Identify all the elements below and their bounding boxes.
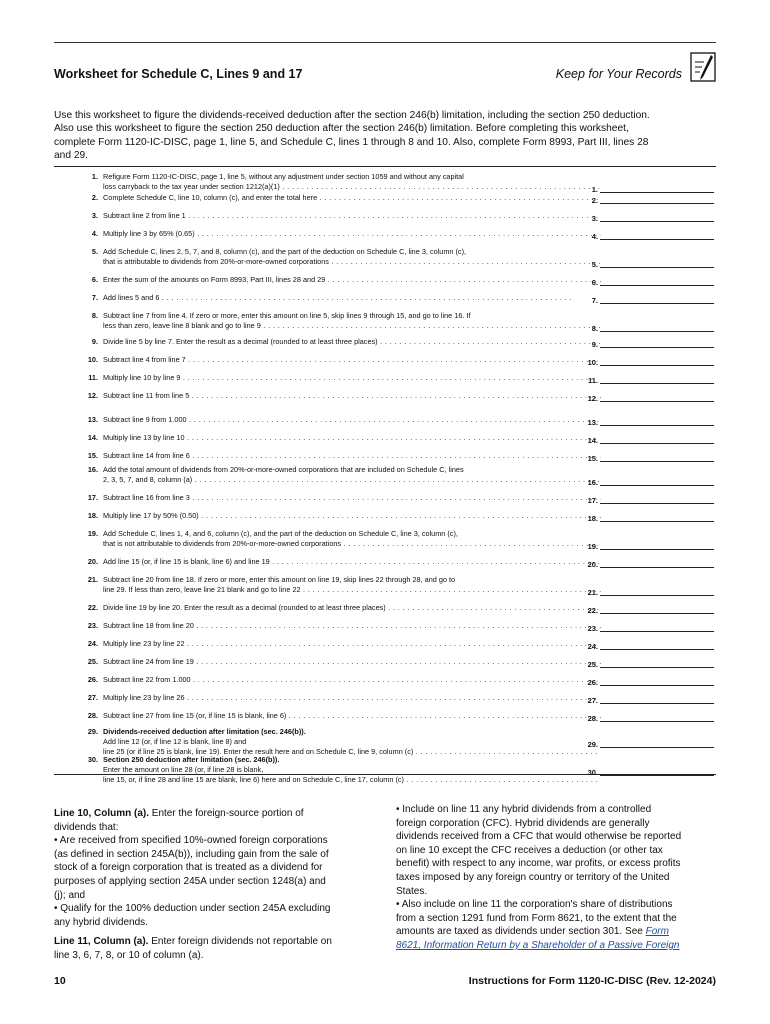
line-text: Add Schedule C, lines 1, 4, and 6, column (c), and the part of the deduction on Schedule C, line 3, column (c), [103, 529, 458, 538]
answer-label: 8. [591, 324, 598, 333]
line-text: Subtract line 7 from line 4. If zero or more, enter this amount on line 5, skip lines 9 through 15, and go to line 16. If [103, 311, 471, 320]
line-text: line 15, or, if line 28 and line 15 are blank, line 6) here and on Schedule C, line 17, column (c) . . . [103, 775, 601, 785]
line-number: 1. [91, 172, 98, 181]
answer-field[interactable] [600, 767, 714, 776]
answer-field[interactable] [600, 417, 714, 426]
answer-label: 30. [587, 768, 598, 777]
left-bullet-line: • Are received from specified 10%-owned foreign corporations [54, 835, 328, 847]
line-number: 14. [87, 433, 98, 442]
answer-field[interactable] [600, 295, 714, 304]
answer-label: 27. [587, 696, 598, 705]
line-number: 29. [87, 727, 98, 736]
line-description [103, 557, 601, 567]
line-text: loss carryback to the tax year under section 1212(a)(1) . . . [103, 182, 601, 192]
intro-line: complete Form 1120-IC-DISC, page 1, line 5, and Schedule C, lines 1 through 8 and 10. Also, complete Form 8993, Part III, lines 28 [54, 136, 649, 148]
answer-label: 17. [587, 496, 598, 505]
answer-label: 24. [587, 642, 598, 651]
right-bullet-line: dividends received from a CFC that would otherwise be reported [396, 831, 682, 843]
answer-field[interactable] [600, 277, 714, 286]
left-bullet-line: any hybrid dividends. [54, 916, 148, 928]
right-bullet-line: on line 10 except the CFC receives a deduction (or other tax [396, 844, 663, 856]
line10-heading-line2: dividends that: [54, 821, 119, 833]
line11-heading-rest: Enter foreign dividends not reportable on [148, 936, 332, 948]
line-text-rest: Enter the amount on line 28 (or, if line 28 is blank, [103, 765, 264, 774]
line-text: Divide line 5 by line 7. Enter the result as a decimal (rounded to at least three places) . . . [103, 337, 601, 347]
line-number: 2. [91, 193, 98, 202]
line-description [103, 493, 601, 503]
answer-field[interactable] [600, 495, 714, 504]
line-number: 20. [87, 557, 98, 566]
line-text: Add Schedule C, lines 2, 5, 7, and 8, column (c), and the part of the deduction on Schedule C, line 3, column (c), [103, 247, 467, 256]
answer-field[interactable] [600, 513, 714, 522]
intro-line: and 29. [54, 150, 88, 162]
answer-field[interactable] [600, 323, 714, 332]
line-number: 7. [91, 293, 98, 302]
line-number: 30. [87, 755, 98, 764]
line-text [103, 755, 601, 775]
line-text: that is not attributable to dividends from 20%-or-more-owned corporations . . . [103, 539, 601, 549]
line-text: Subtract line 14 from line 6 . . . [103, 451, 601, 461]
line-number: 19. [87, 529, 98, 538]
answer-label: 11. [587, 376, 598, 385]
answer-field[interactable] [600, 435, 714, 444]
line-text: 2, 3, 5, 7, and 8, column (a) . . . [103, 475, 601, 485]
line-text: Subtract line 4 from line 7 . . . [103, 355, 601, 365]
right-bullet-line: benefit) with respect to any income, war profits, or excess profits [396, 858, 681, 870]
line-number: 15. [87, 451, 98, 460]
answer-label: 18. [587, 514, 598, 523]
line-description [103, 755, 601, 785]
line-description [103, 603, 601, 613]
left-bullet-line: stock of a foreign corporation that is treated as a dividend for [54, 862, 323, 874]
right-bullet-line: • Include on line 11 any hybrid dividends from a controlled [396, 804, 652, 815]
answer-label: 12. [587, 394, 598, 403]
answer-label: 20. [587, 560, 598, 569]
intro-paragraph [54, 109, 718, 163]
answer-field[interactable] [600, 375, 714, 384]
line-number: 17. [87, 493, 98, 502]
answer-field[interactable] [600, 677, 714, 686]
line-text: Enter the sum of the amounts on Form 8993, Part III, lines 28 and 29 . . . [103, 275, 601, 285]
line-text: Subtract line 24 from line 19 . . . [103, 657, 601, 667]
answer-field[interactable] [600, 695, 714, 704]
line-number: 28. [87, 711, 98, 720]
answer-label: 10. [587, 358, 598, 367]
answer-label: 29. [587, 740, 598, 749]
answer-label: 1. [591, 185, 598, 194]
answer-label: 15. [587, 454, 598, 463]
answer-field[interactable] [600, 259, 714, 268]
answer-label: 14. [587, 436, 598, 445]
line-number: 26. [87, 675, 98, 684]
top-rule [54, 42, 716, 43]
line-description [103, 693, 601, 703]
intro-line: Also use this worksheet to figure the section 250 deduction after the section 246(b) limitation. Before completing this worksheet, [54, 123, 629, 135]
pencil-paper-icon [690, 52, 716, 82]
left-bullet-line: (as defined in section 245A(b)), including gain from the sale of [54, 848, 329, 860]
answer-field[interactable] [600, 393, 714, 402]
page-number: 10 [54, 975, 66, 987]
line-text: Refigure Form 1120-IC-DISC, page 1, line 5, without any adjustment under section 1059 and without any capital [103, 172, 464, 181]
line-description [103, 373, 601, 383]
line-number: 13. [87, 415, 98, 424]
line11-heading: Line 11, Column (a). [54, 936, 149, 948]
line-number: 27. [87, 693, 98, 702]
answer-label: 22. [587, 606, 598, 615]
line-text: Multiply line 17 by 50% (0.50) . . . [103, 511, 601, 521]
line-description [103, 193, 601, 203]
line-text: Multiply line 3 by 65% (0.65) . . . [103, 229, 601, 239]
answer-field[interactable] [600, 339, 714, 348]
line-description [103, 391, 601, 401]
answer-label: 19. [587, 542, 598, 551]
line-text: Multiply line 23 by line 26 . . . [103, 693, 601, 703]
line-text: Multiply line 13 by line 10 . . . [103, 433, 601, 443]
line-text: Add line 15 (or, if line 15 is blank, line 6) and line 19 . . . [103, 557, 601, 567]
right-bullet-line: taxes imposed by any foreign country or territory of the United [396, 871, 670, 883]
line-description [103, 511, 601, 521]
line-description [103, 172, 601, 192]
line-text: Complete Schedule C, line 10, column (c), and enter the total here . . . [103, 193, 601, 203]
form-8621-link[interactable]: Form [645, 926, 669, 938]
line-description [103, 311, 601, 331]
line-number: 21. [87, 575, 98, 584]
right-bullet-line: States. [396, 885, 428, 897]
line-number: 24. [87, 639, 98, 648]
worksheet-title: Worksheet for Schedule C, Lines 9 and 17 [54, 67, 303, 81]
right-bullet-line: amounts are taxed as dividends under section 301. See Form [396, 926, 669, 938]
line-number: 23. [87, 621, 98, 630]
line-text: Subtract line 18 from line 20 . . . [103, 621, 601, 631]
footer-title: Instructions for Form 1120-IC-DISC (Rev. 12-2024) [468, 975, 716, 987]
line-text: Subtract line 20 from line 18. If zero or more, enter this amount on line 19, skip lines 22 through 28, and go to [103, 575, 456, 584]
line-description [103, 355, 601, 365]
line-description [103, 575, 601, 595]
form-8621-link-line2[interactable]: 8621, Information Return by a Shareholder of a Passive Foreign [396, 939, 680, 951]
answer-label: 25. [587, 660, 598, 669]
line-text [103, 727, 601, 747]
answer-field[interactable] [600, 184, 714, 193]
line-number: 22. [87, 603, 98, 612]
right-bullet-line: • Also include on line 11 the corporation's share of distributions [396, 899, 673, 911]
line-description [103, 337, 601, 347]
answer-field[interactable] [600, 587, 714, 596]
line-text: Subtract line 9 from 1.000 . . . [103, 415, 601, 425]
right-bullet-line: from a section 1291 fund from Form 8621, to the extent that the [396, 912, 677, 924]
line-description [103, 639, 601, 649]
line-description [103, 275, 601, 285]
line-text: Subtract line 11 from line 5 . . . [103, 391, 601, 401]
keep-records-label: Keep for Your Records [555, 67, 682, 81]
line-description [103, 529, 601, 549]
line-number: 12. [87, 391, 98, 400]
answer-label: 9. [591, 340, 598, 349]
line-description [103, 433, 601, 443]
line-text: Divide line 19 by line 20. Enter the result as a decimal (rounded to at least three places) . . . [103, 603, 601, 613]
line-description [103, 675, 601, 685]
line-text: line 29. If less than zero, leave line 21 blank and go to line 22 . . . [103, 585, 601, 595]
line-text: Subtract line 22 from 1.000 . . . [103, 675, 601, 685]
line10-heading-rest: Enter the foreign-source portion of [149, 808, 304, 819]
line-number: 3. [91, 211, 98, 220]
line-text: Subtract line 27 from line 15 (or, if line 15 is blank, line 6) . . . [103, 711, 601, 721]
line-text: that is attributable to dividends from 20%-or-more-owned corporations . . . [103, 257, 601, 267]
answer-field[interactable] [600, 739, 714, 748]
answer-field[interactable] [600, 559, 714, 568]
line-description [103, 657, 601, 667]
answer-label: 21. [587, 588, 598, 597]
left-bullet-2 [54, 902, 374, 929]
line-description [103, 711, 601, 721]
line-number: 10. [87, 355, 98, 364]
answer-field[interactable] [600, 477, 714, 486]
line-text-rest: Add line 12 (or, if line 12 is blank, line 8) and [103, 737, 247, 746]
answer-field[interactable] [600, 659, 714, 668]
worksheet-table [54, 166, 716, 784]
answer-label: 5. [591, 260, 598, 269]
line-text: Subtract line 2 from line 1 . . . [103, 211, 601, 221]
right-bullet-line: foreign corporation (CFC). Hybrid dividends are generally [396, 817, 650, 829]
answer-field[interactable] [600, 231, 714, 240]
answer-label: 26. [587, 678, 598, 687]
line-number: 16. [87, 465, 98, 474]
line-bold-text: Section 250 deduction after limitation (sec. 246(b)). [103, 755, 280, 764]
answer-field[interactable] [600, 213, 714, 222]
answer-label: 2. [591, 196, 598, 205]
line-text: Add the total amount of dividends from 20%-or-more-owned corporations that are included on Schedule C, lines [103, 465, 464, 474]
answer-field[interactable] [600, 541, 714, 550]
answer-field[interactable] [600, 195, 714, 204]
line-description [103, 727, 601, 757]
answer-field[interactable] [600, 357, 714, 366]
line-number: 4. [91, 229, 98, 238]
line-number: 9. [91, 337, 98, 346]
line-description [103, 451, 601, 461]
line-text: line 25 (or if line 25 is blank, line 19). Enter the result here and on Schedule C, line 9, column (c) . . . [103, 747, 601, 757]
left-bullet-line: purposes of applying section 245A under section 1248(a) and [54, 875, 326, 887]
answer-field[interactable] [600, 453, 714, 462]
right-column [396, 803, 718, 953]
line-description [103, 465, 601, 485]
right-bullet-1 [396, 803, 718, 898]
intro-line: Use this worksheet to figure the dividends-received deduction after the section 246(b) limitation, including the section 250 deduction. [54, 110, 650, 121]
line-text: Multiply line 23 by line 22 . . . [103, 639, 601, 649]
answer-label: 7. [591, 296, 598, 305]
line-text: Subtract line 16 from line 3 . . . [103, 493, 601, 503]
line-number: 8. [91, 311, 98, 320]
answer-label: 3. [591, 214, 598, 223]
answer-label: 6. [591, 278, 598, 287]
left-bullet-1 [54, 834, 374, 902]
line-number: 5. [91, 247, 98, 256]
answer-field[interactable] [600, 623, 714, 632]
line-description [103, 229, 601, 239]
line-description [103, 211, 601, 221]
left-bullet-line: • Qualify for the 100% deduction under section 245A excluding [54, 903, 331, 915]
line-text: Add lines 5 and 6 . . . [103, 293, 601, 303]
line-text: less than zero, leave line 8 blank and go to line 9 . . . [103, 321, 601, 331]
line-description [103, 415, 601, 425]
line-description [103, 621, 601, 631]
line11-heading-line2: line 3, 6, 7, 8, or 10 of column (a). [54, 949, 204, 961]
answer-label: 28. [587, 714, 598, 723]
line-number: 25. [87, 657, 98, 666]
line-number: 11. [88, 373, 98, 382]
line-description [103, 293, 601, 303]
line-number: 18. [87, 511, 98, 520]
right-bullet-2 [396, 898, 718, 939]
answer-label: 4. [591, 232, 598, 241]
answer-label: 23. [587, 624, 598, 633]
line-description [103, 247, 601, 267]
answer-field[interactable] [600, 713, 714, 722]
answer-label: 13. [587, 418, 598, 427]
answer-field[interactable] [600, 605, 714, 614]
answer-field[interactable] [600, 641, 714, 650]
left-bullet-line: (j); and [54, 889, 86, 901]
answer-label: 16. [587, 478, 598, 487]
line-text: Multiply line 10 by line 9 . . . [103, 373, 601, 383]
line-number: 6. [91, 275, 98, 284]
left-column [54, 807, 374, 963]
line10-heading: Line 10, Column (a). [54, 808, 150, 819]
line-bold-text: Dividends-received deduction after limitation (sec. 246(b)). [103, 727, 306, 736]
